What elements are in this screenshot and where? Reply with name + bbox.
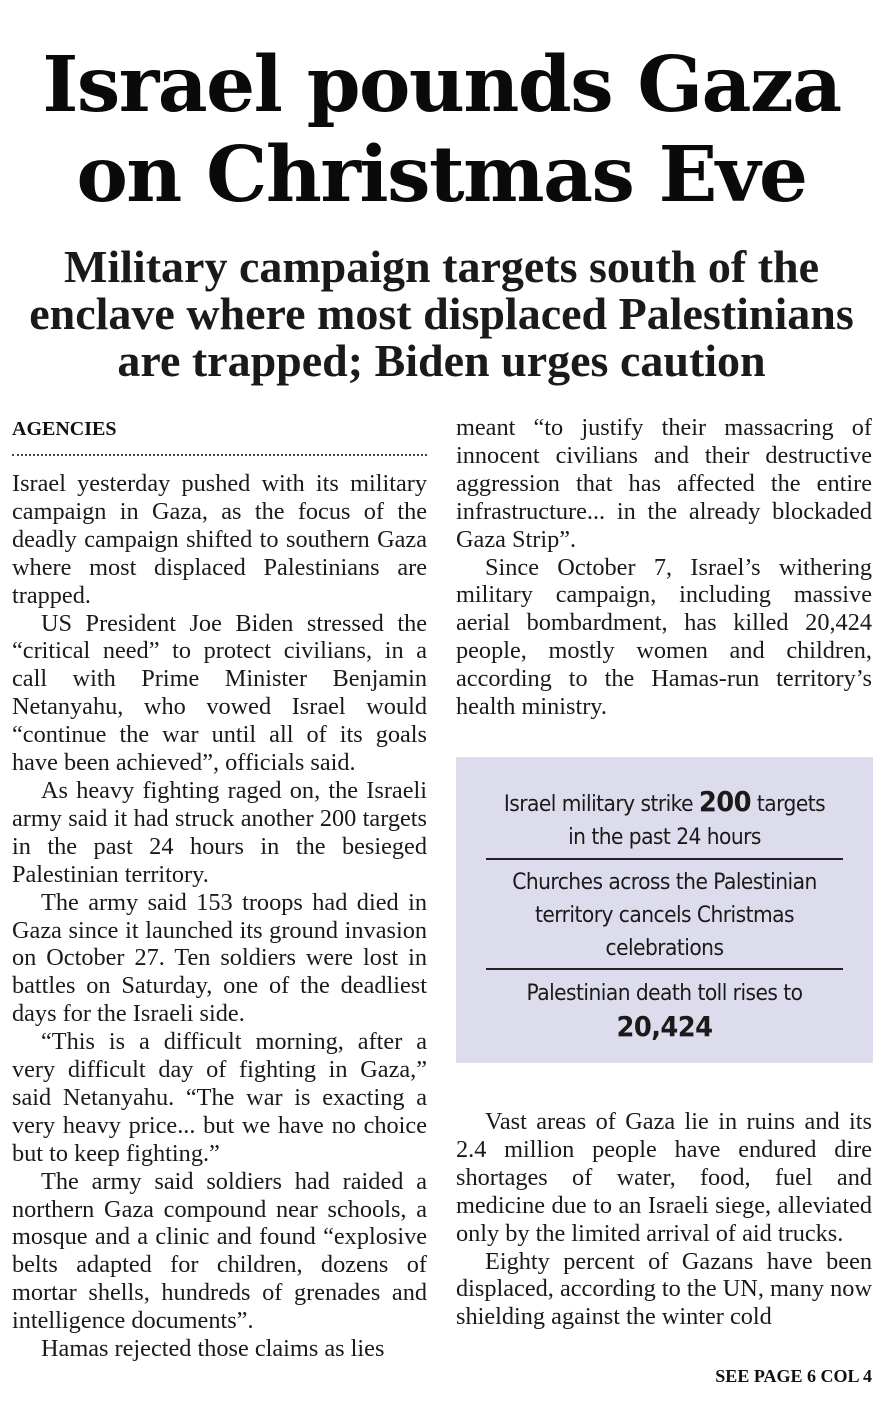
fact-highlight: 20,424 [616,1010,713,1043]
subheadline-line-1: Military campaign targets south of the [63,241,820,292]
byline: AGENCIES [12,414,427,456]
subheadline-line-2: enclave where most displaced Palestinians [29,288,854,339]
fact-targets-struck [500,785,828,854]
key-facts-box [456,757,873,1063]
headline-line-1: Israel pounds Gaza [42,40,841,130]
fact-text: targets in the past 24 hours [568,792,826,850]
fact-text: Palestinian death toll rises to [526,981,803,1006]
article-column-right-top [456,414,872,721]
paragraph: Vast areas of Gaza lie in ruins and its 2.4 million people have endured dire shortages of water, food, fuel and medicine due to an Israeli siege, alleviated only by the limited arrival of aid trucks. [456,1108,872,1247]
paragraph: The army said soldiers had raided a northern Gaza compound near schools, a mosque and a clinic and found “explosive belts adapted for children, dozens of mortar shells, hundreds of grenades and intelligence documents”. [12,1167,427,1335]
fact-text: Israel military strike [503,792,699,817]
paragraph: As heavy fighting raged on, the Israeli army said it had struck another 200 targets in the past 24 hours in the besieged Palestinian territory. [12,776,427,888]
paragraph: US President Joe Biden stressed the “critical need” to protect civilians, in a call with Prime Minister Benjamin Netanyahu, who vowed Israel would “continue the war until all of its goals have been achieved”, officials said. [12,609,427,777]
paragraph: Since October 7, Israel’s withering military campaign, including massive aerial bombardment, has killed 20,424 people, mostly women and children, according to the Hamas-run territory’s health ministry. [456,553,872,721]
fact-christmas-cancelled: Churches across the Palestinian territory cancels Christmas celebrations [512,870,817,961]
paragraph: “This is a difficult morning, after a very difficult day of fighting in Gaza,” said Netanyahu. “The war is exacting a very heavy price... but we have no choice but to keep fighting.” [12,1028,427,1167]
headline [0,40,883,220]
continued-on-page-link[interactable]: SEE PAGE 6 COL 4 [715,1366,872,1386]
divider [486,858,843,860]
divider [486,968,843,970]
subheadline-line-3: are trapped; Biden urges caution [117,335,766,386]
paragraph: Eighty percent of Gazans have been displaced, according to the UN, many now shielding against the winter cold [456,1247,872,1331]
article-column-left [12,470,427,1363]
paragraph: Hamas rejected those claims as lies [41,1335,385,1363]
subheadline [0,243,883,384]
headline-line-2: on Christmas Eve [76,130,807,220]
paragraph: Israel yesterday pushed with its military campaign in Gaza, as the focus of the deadly campaign shifted to southern Gaza where most displaced Palestinians are trapped. [12,470,427,609]
fact-highlight: 200 [698,785,752,818]
paragraph: meant “to justify their massacring of innocent civilians and their destructive aggression that has affected the entire infrastructure... in the already blockaded Gaza Strip”. [456,414,872,553]
paragraph: The army said 153 troops had died in Gaza since it launched its ground invasion on October 27. Ten soldiers were lost in battles on Saturday, one of the deadliest days for the Israeli side. [12,888,427,1028]
fact-death-toll [500,977,828,1046]
article-column-right-bottom [456,1108,872,1331]
